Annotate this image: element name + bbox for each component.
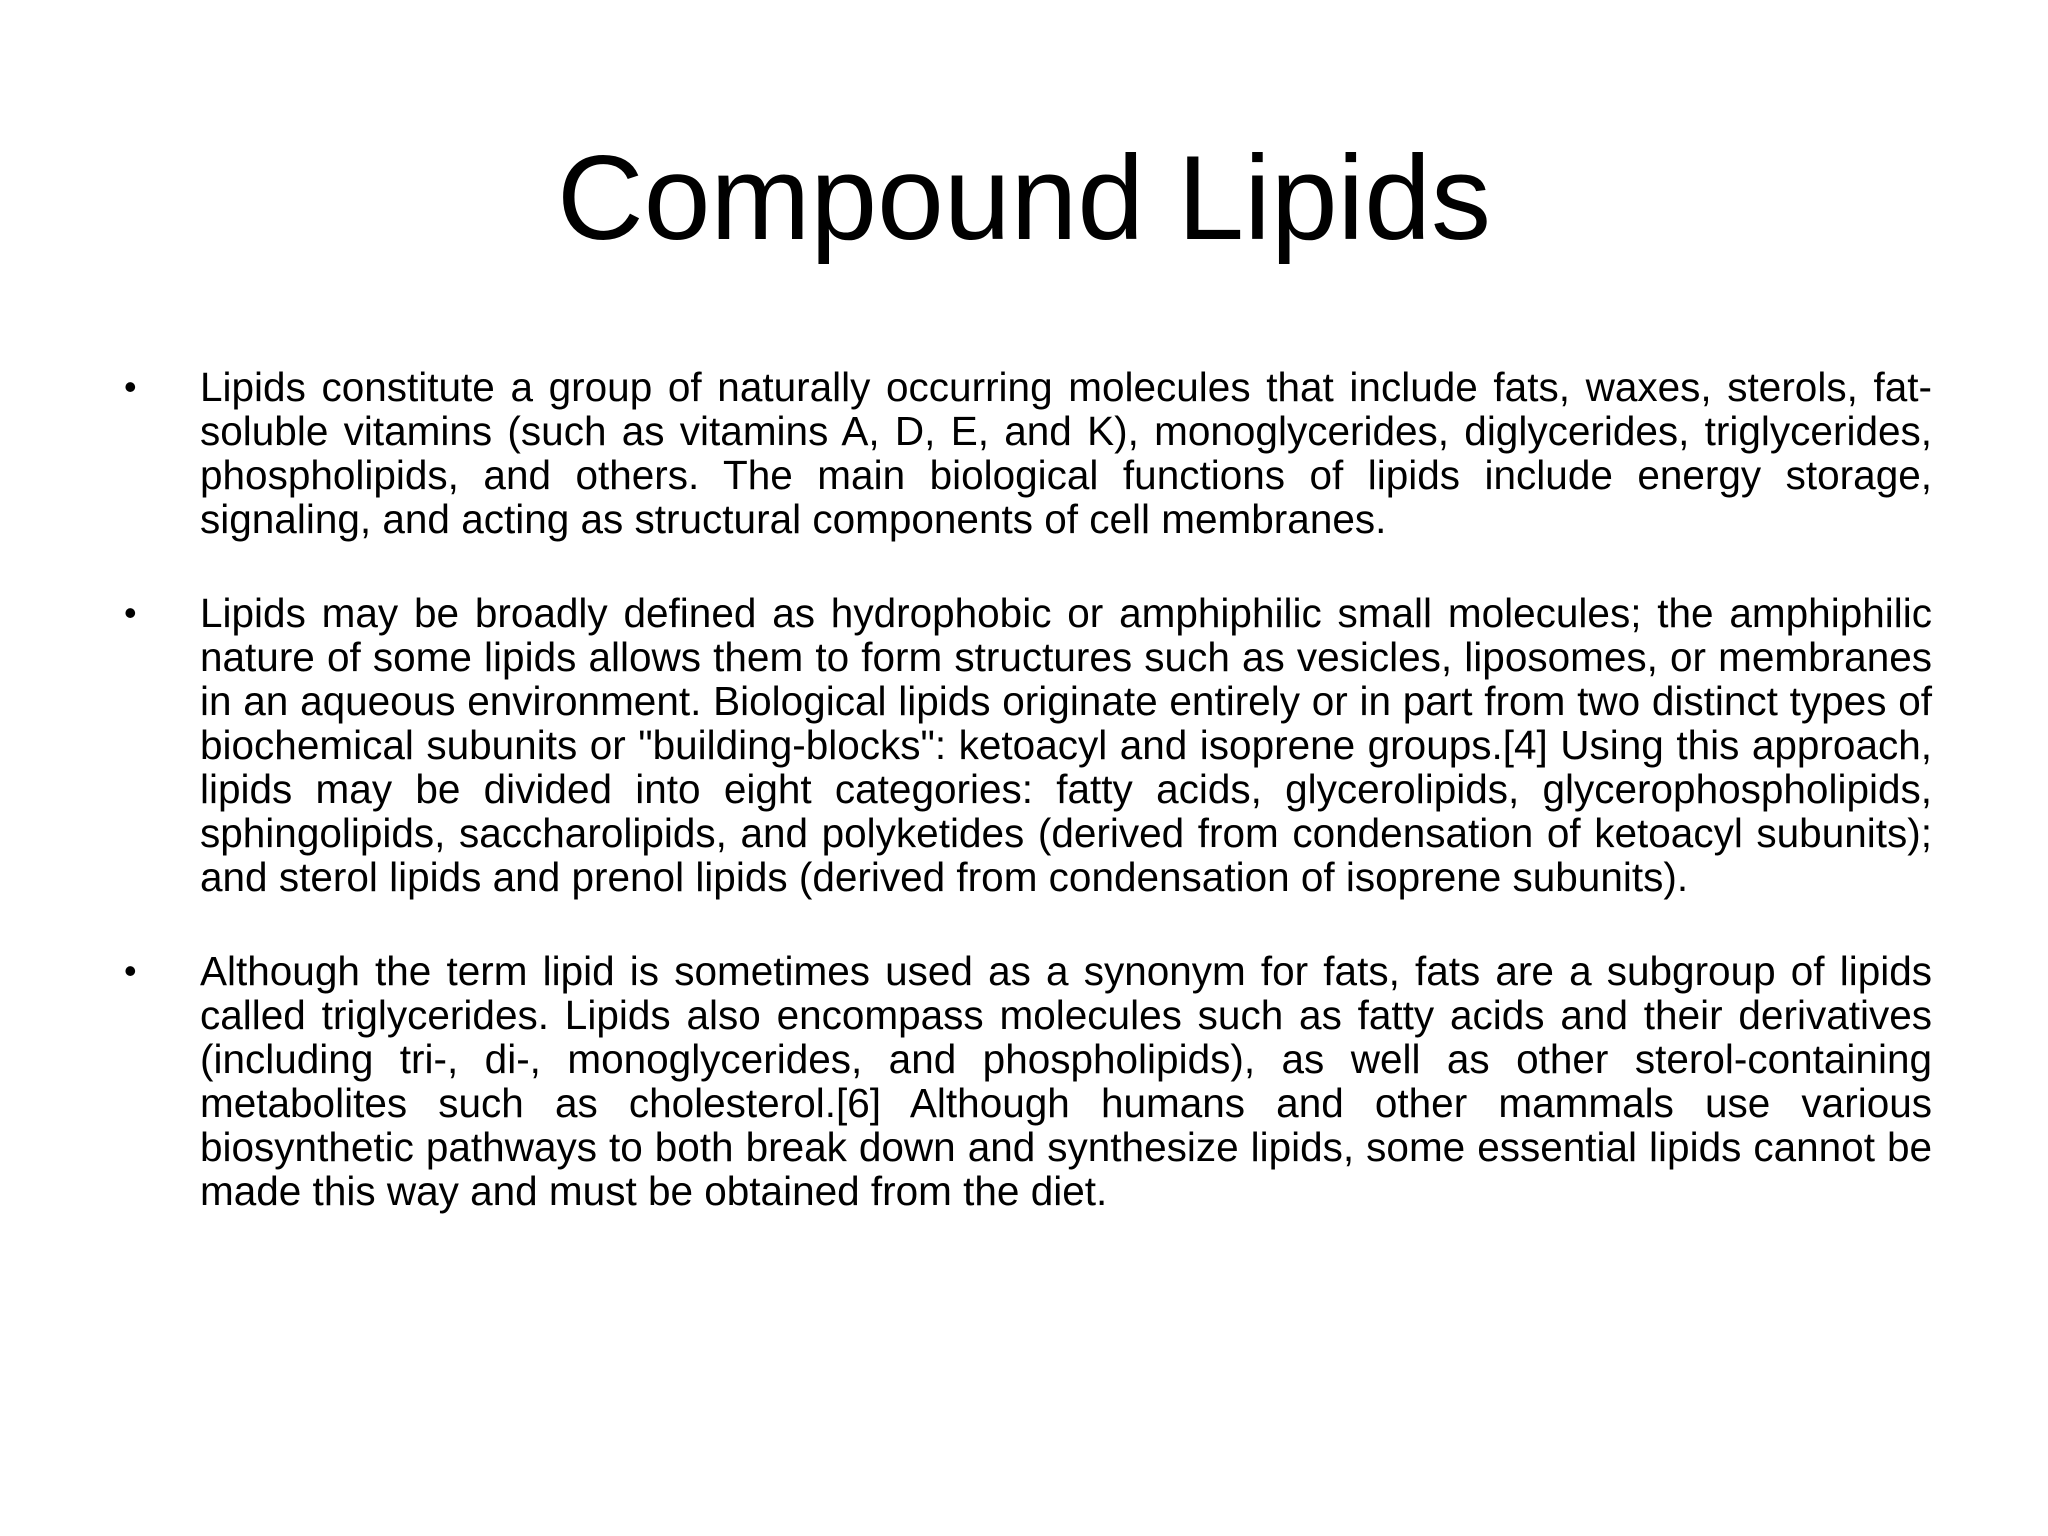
bullet-item bbox=[120, 949, 1932, 1213]
bullet-item bbox=[120, 365, 1932, 541]
bullet-point: • bbox=[124, 950, 137, 991]
bullet-item bbox=[120, 591, 1932, 899]
slide-title: Compound Lipids bbox=[557, 131, 1491, 265]
bullet-list bbox=[120, 365, 1932, 1263]
bullet-point: • bbox=[124, 366, 137, 407]
bullet-point: • bbox=[124, 592, 137, 633]
bullet-text: Lipids constitute a group of naturally occurring molecules that include fats, waxes, sterols, fat-soluble vitamins (such as vitamins A, D, E, and K), monoglycerides, diglycerides, triglycerides, phospholipids, and others. The main biological functions of lipids include energy storage, signaling, and acting as structural components of cell membranes. bbox=[200, 364, 1932, 542]
bullet-text: Although the term lipid is sometimes used as a synonym for fats, fats are a subgroup of lipids called triglycerides. Lipids also encompass molecules such as fatty acids and their derivatives (including tri-, di-, monoglycerides, and phospholipids), as well as other sterol-containing metabolites such as cholesterol.[6] Although humans and other mammals use various biosynthetic pathways to both break down and synthesize lipids, some essential lipids cannot be made this way and must be obtained from the diet. bbox=[200, 948, 1932, 1214]
bullet-text: Lipids may be broadly defined as hydrophobic or amphiphilic small molecules; the amphiphilic nature of some lipids allows them to form structures such as vesicles, liposomes, or membranes in an aqueous environment. Biological lipids originate entirely or in part from two distinct types of biochemical subunits or "building-blocks": ketoacyl and isoprene groups.[4] Using this approach, lipids may be divided into eight categories: fatty acids, glycerolipids, glycerophospholipids, sphingolipids, saccharolipids, and polyketides (derived from condensation of ketoacyl subunits); and sterol lipids and prenol lipids (derived from condensation of isoprene subunits). bbox=[200, 590, 1932, 900]
